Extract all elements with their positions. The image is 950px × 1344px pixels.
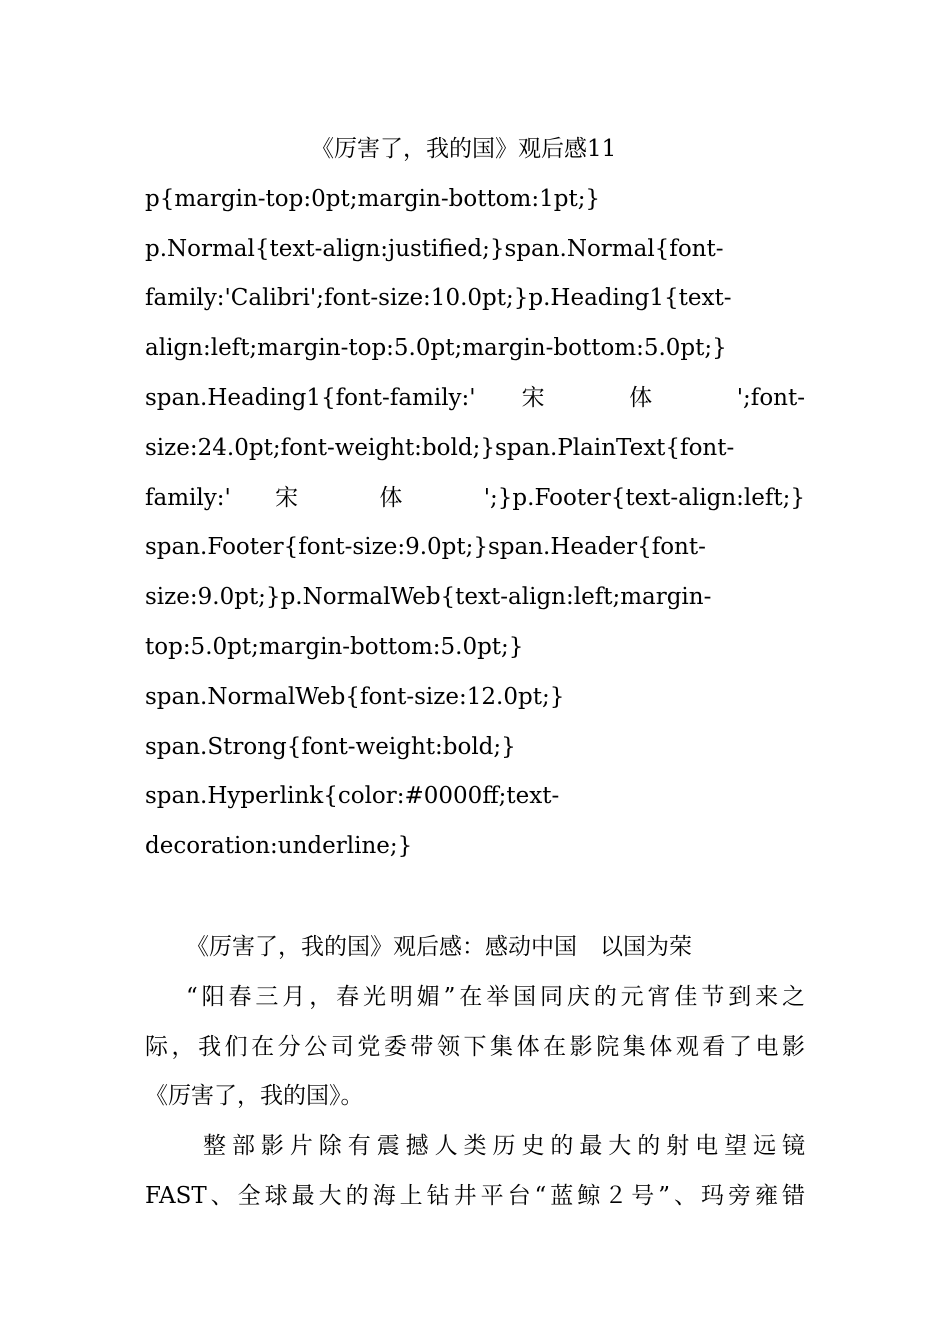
css-text-line: span.Heading1{font-family:' 宋 体 ';font- <box>145 384 805 411</box>
paragraph-line: FAST、全球最大的海上钻井平台“蓝鲸２号”、玛旁雍错 <box>145 1182 805 1209</box>
document-body <box>145 125 805 1222</box>
css-text-line: family:'Calibri';font-size:10.0pt;}p.Heading1{text- <box>145 285 732 312</box>
css-text-line: decoration:underline;} <box>145 833 413 860</box>
css-text-line: span.Hyperlink{color:#0000ff;text- <box>145 783 560 810</box>
paragraph-gap <box>145 872 805 923</box>
css-text-line: family:' 宋 体 ';}p.Footer{text-align:left;} <box>145 484 805 511</box>
paragraph-line: 整部影片除有震撼人类历史的最大的射电望远镜 <box>203 1133 805 1160</box>
css-text-line: span.Footer{font-size:9.0pt;}span.Header{font- <box>145 534 706 561</box>
css-text-line: size:24.0pt;font-weight:bold;}span.PlainText{font- <box>145 434 735 461</box>
css-text-line: size:9.0pt;}p.NormalWeb{text-align:left;margin- <box>145 584 712 611</box>
paragraph-line: “阳春三月，春光明媚”在举国同庆的元宵佳节到来之 <box>186 983 805 1010</box>
css-text-line: top:5.0pt;margin-bottom:5.0pt;} <box>145 633 524 660</box>
paragraph-line: 际，我们在分公司党委带领下集体在影院集体观看了电影 <box>145 1033 805 1060</box>
css-text-line: span.Strong{font-weight:bold;} <box>145 733 516 760</box>
paragraph-line: 《厉害了，我的国》。 <box>145 1083 364 1110</box>
css-text-line: p{margin-top:0pt;margin-bottom:1pt;} <box>145 185 601 212</box>
document-title: 《厉害了，我的国》观后感11 <box>311 136 617 162</box>
css-text-line: align:left;margin-top:5.0pt;margin-bottom:5.0pt;} <box>145 335 727 362</box>
document-subtitle: 《厉害了，我的国》观后感：感动中国 以国为荣 <box>186 933 692 960</box>
css-text-line: p.Normal{text-align:justified;}span.Normal{font- <box>145 235 724 262</box>
css-text-line: span.NormalWeb{font-size:12.0pt;} <box>145 683 565 710</box>
